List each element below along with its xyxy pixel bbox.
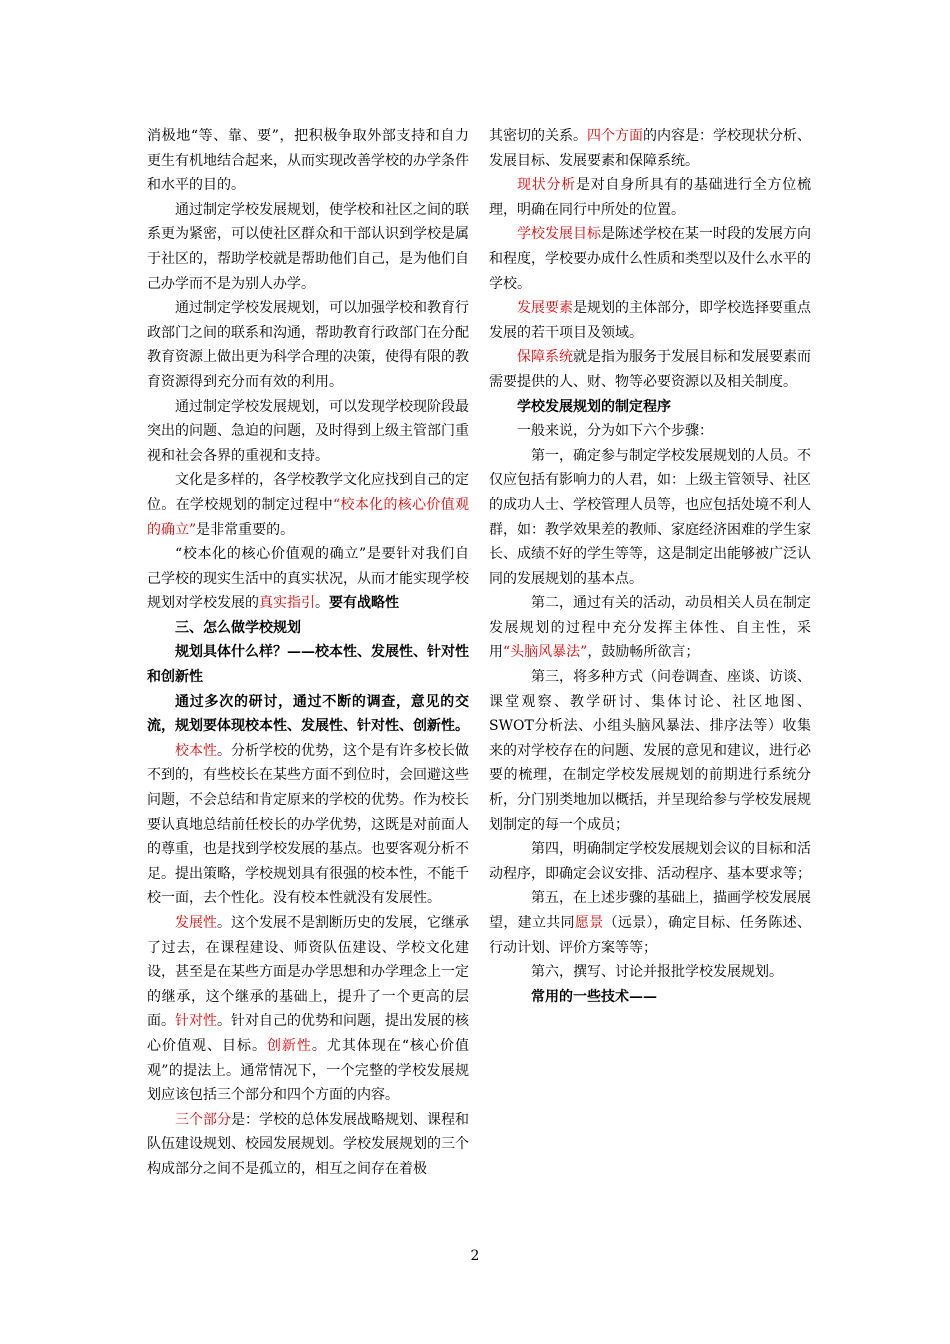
subheading: 通过多次的研讨，通过不断的调查，意见的交流，规划要体现校本性、发展性、针对性、创新性。 bbox=[147, 693, 469, 735]
text: 第五，在上述步骤的基础上，描画学校发展展望，建立共同 bbox=[489, 890, 811, 931]
paragraph: 第六，撰写、讨论并报批学校发展规划。 bbox=[531, 964, 783, 981]
text: 。尤其体现在“核心价值观”的提法上。通常情况下，一个完整的学校发展规划应该包括三个部分和四个方面的内容。 bbox=[147, 1037, 469, 1104]
highlight-text: 愿景 bbox=[574, 915, 604, 931]
highlight-text: 三个部分 bbox=[175, 1111, 231, 1128]
text: 就是指为服务于发展目标和发展要素而需要提供的人、财、物等必要资源以及相关制度。 bbox=[489, 349, 811, 390]
paragraph bbox=[489, 296, 811, 345]
highlight-text: 四个方面 bbox=[587, 128, 643, 144]
paragraph bbox=[489, 886, 811, 960]
highlight-text: 发展要素 bbox=[517, 300, 573, 317]
paragraph: 第四，明确制定学校发展规划会议的目标和活动程序，即确定会议安排、活动程序、基本要求等； bbox=[489, 841, 811, 882]
section-heading: 常用的一些技术—— bbox=[531, 988, 657, 1005]
text: 文化是多样的，各学校教学文化应找到自己的定位。在学校规划的制定过程中 bbox=[147, 472, 469, 513]
text: 。针对自己的优势和问题，提出发展的核心价值观、目标。 bbox=[147, 1013, 469, 1054]
paragraph: 消极地“等、靠、要”，把积极争取外部支持和自力更生有机地结合起来，从而实现改善学校的办学条件和水平的目的。 bbox=[147, 128, 469, 194]
text: 是陈述学校在某一时段的发展方向和程度，学校要办成什么性质和类型以及什么水平的学校。 bbox=[489, 226, 811, 292]
highlight-text: 真实指引 bbox=[259, 595, 315, 612]
text: 。这个发展不是割断历史的发展，它继承了过去，在课程建设、师资队伍建设、学校文化建设，甚至是在某些方面是办学思想和办学理念上一定的继承，这个继承的基础上，提升了一个更高的层面。 bbox=[147, 915, 469, 1030]
paragraph bbox=[489, 345, 811, 394]
paragraph bbox=[489, 124, 811, 173]
paragraph bbox=[147, 1108, 469, 1182]
left-column bbox=[147, 124, 469, 1182]
paragraph bbox=[489, 173, 811, 222]
paragraph: 通过制定学校发展规划，可以加强学校和教育行政部门之间的联系和沟通，帮助教育行政部门在分配教育资源上做出更为科学合理的决策，使得有限的教育资源得到充分而有效的利用。 bbox=[147, 300, 469, 390]
highlight-text: 创新性 bbox=[266, 1037, 312, 1054]
bold-text: 要有战略性 bbox=[329, 595, 399, 612]
page-number: 2 bbox=[470, 1248, 480, 1264]
text: 的内容是：学校现状分析、发展目标、发展要素和保障系统。 bbox=[489, 128, 811, 169]
text: 是：学校的总体发展战略规划、课程和队伍建设规划、校园发展规划。学校发展规划的三个构成部分之间不是孤立的，相互之间存在着极 bbox=[147, 1111, 469, 1177]
paragraph bbox=[489, 222, 811, 296]
text: （远景），确定目标、任务陈述、行动计划、评价方案等等； bbox=[489, 915, 812, 956]
paragraph: 通过制定学校发展规划，可以发现学校现阶段最突出的问题、急迫的问题，及时得到上级主管部门重视和社会各界的重视和支持。 bbox=[147, 398, 469, 464]
text: “校本化的核心价值观的确立”是要针对我们自己学校的现实生活中的真实状况，从而才能实现学校规划对学校发展的 bbox=[147, 546, 469, 612]
highlight-text: 发展性 bbox=[175, 915, 217, 931]
section-heading: 学校发展规划的制定程序 bbox=[517, 398, 671, 415]
section-heading: 三、怎么做学校规划 bbox=[175, 619, 301, 636]
text: 其密切的关系。 bbox=[489, 128, 587, 144]
highlight-text: 针对性 bbox=[175, 1013, 217, 1030]
highlight-text: 保障系统 bbox=[517, 349, 573, 366]
paragraph bbox=[147, 468, 469, 542]
paragraph: 第一，确定参与制定学校发展规划的人员。不仅应包括有影响力的人君，如：上级主管领导、社区的成功人士、学校管理人员等，也应包括处境不利人群，如：教学效果差的教师、家庭经济困难的学生家长、成绩不好的学生等等，这是制定出能够被广泛认同的发展规划的基本点。 bbox=[489, 447, 811, 587]
highlight-text: “头脑风暴法” bbox=[503, 644, 588, 661]
text: 是对自身所具有的基础进行全方位梳理，明确在同行中所处的位置。 bbox=[489, 177, 812, 218]
text: ，鼓励畅所欲言； bbox=[587, 644, 700, 661]
text: 是规划的主体部分，即学校选择要重点发展的若干项目及领域。 bbox=[489, 300, 811, 341]
paragraph: 第三，将多种方式（问卷调查、座谈、访谈、课堂观察、教学研讨、集体讨论、社区地图、SWOT分析法、小组头脑风暴法、排序法等）收集来的对学校存在的问题、发展的意见和建议，进行必要的梳理，在制定学校发展规划的前期进行系统分析，分门别类地加以概括，并呈现给参与学校发展规划制定的每一个成员； bbox=[489, 669, 811, 833]
text: 第二，通过有关的活动，动员相关人员在制定发展规划的过程中充分发挥主体性、自主性，采用 bbox=[489, 595, 811, 661]
text: 是非常重要的。 bbox=[196, 521, 295, 538]
text: 。 bbox=[315, 595, 329, 612]
paragraph: 一般来说，分为如下六个步骤： bbox=[517, 423, 713, 440]
highlight-text: 学校发展目标 bbox=[517, 226, 601, 243]
paragraph: 通过制定学校发展规划，使学校和社区之间的联系更为紧密，可以使社区群众和干部认识到学校是属于社区的，帮助学校就是帮助他们自己，是为他们自己办学而不是为别人办学。 bbox=[147, 201, 469, 292]
paragraph bbox=[147, 739, 469, 911]
paragraph bbox=[147, 542, 469, 616]
text: 。分析学校的优势，这个是有许多校长做不到的，有些校长在某些方面不到位时，会回避这些问题，不会总结和肯定原来的学校的优势。作为校长要认真地总结前任校长的办学优势，这既是对前面人的尊重，也是找到学校发展的基点。也要客观分析不足。提出策略，学校规划具有很强的校本性，不能千校一面，去个性化。没有校本性就没有发展性。 bbox=[147, 742, 469, 907]
highlight-text: 现状分析 bbox=[517, 177, 576, 194]
highlight-text: 校本性 bbox=[175, 742, 217, 759]
subheading: 规划具体什么样？——校本性、发展性、针对性和创新性 bbox=[147, 644, 469, 686]
paragraph bbox=[489, 591, 811, 665]
highlight-text: “校本化的核心价值观的确立” bbox=[147, 496, 469, 538]
paragraph bbox=[147, 911, 469, 1108]
right-column bbox=[489, 124, 811, 1009]
